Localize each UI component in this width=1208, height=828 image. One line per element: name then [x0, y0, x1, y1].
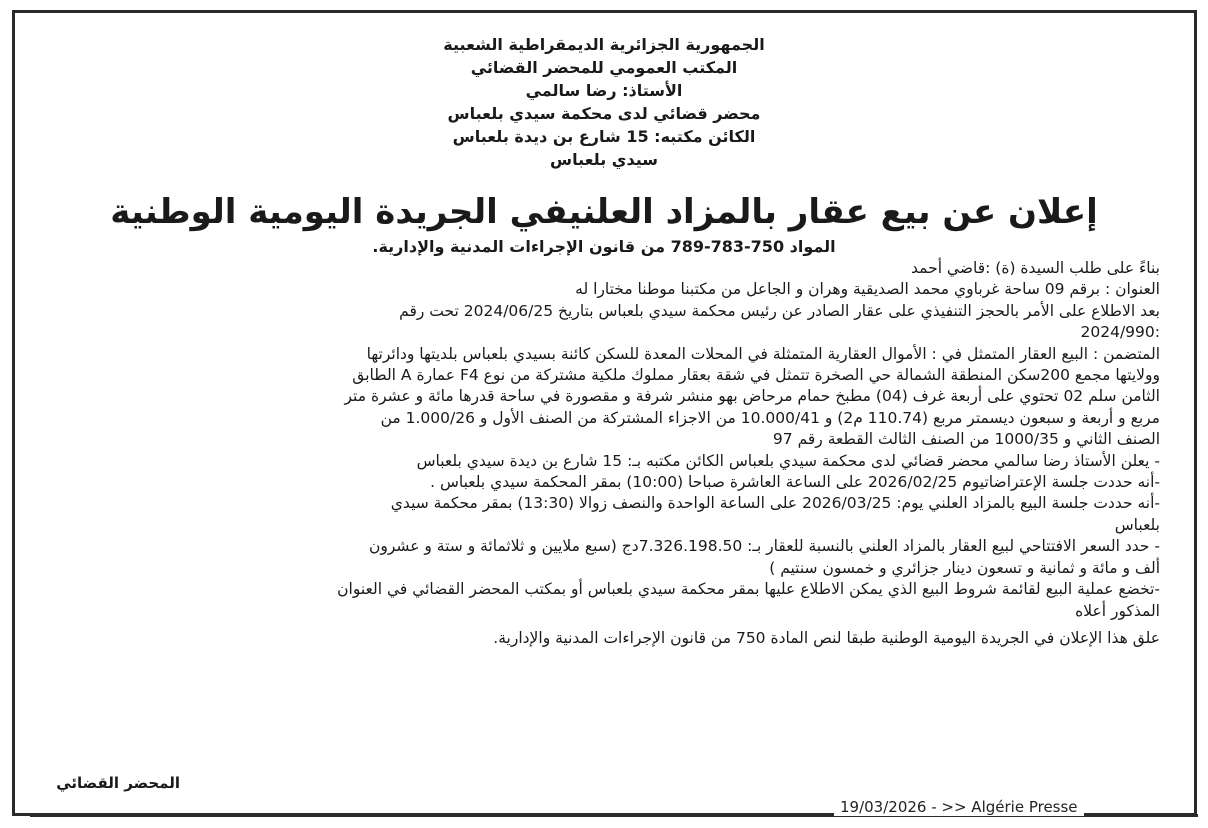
body-line: وولايتها مجمع 200سكن المنطقة الشمالة حي الصخرة تتمثل في شقة بعقار مملوك ملكية مشتركة من نوع F4 عمارة A الطابق — [352, 366, 1160, 385]
notice-title: إعلان عن بيع عقار بالمزاد العلنيفي الجريدة اليومية الوطنية — [110, 192, 1098, 232]
footer-source: 19/03/2026 - >> Algérie Presse — [834, 798, 1084, 816]
body-line: - حدد السعر الافتتاحي لبيع العقار بالمزاد العلني بالنسبة للعقار بـ: 7.326.198.50دج (سبع ملايين و ثلاثمائة و ستة و عشرون — [368, 537, 1160, 556]
notice-subtitle: المواد 750-783-789 من قانون الإجراءات المدنية والإدارية. — [372, 237, 836, 256]
header-address: الكائن مكتبه: 15 شارع بن ديدة بلعباس — [452, 127, 756, 146]
body-line: المتضمن : البيع العقار المتمثل في : الأموال العقارية المتمثلة في المحلات المعدة للسكن كائنة بسيدي بلعباس بلديتها ودائرتها — [366, 344, 1160, 363]
body-line: :2024/990 — [1080, 323, 1160, 342]
body-line: -أنه حددت جلسة البيع بالمزاد العلني يوم: 2026/03/25 على الساعة الواحدة والنصف زوالا (13:30) بمقر محكمة سيدي — [390, 494, 1160, 513]
signature-label: المحضر القضائي — [56, 774, 180, 792]
body-line: مربع و أربعة و سبعون ديسمتر مربع (110.74 م2) و 10.000/41 من الاجزاء المشتركة من الصنف الأول و 1.000/26 من — [380, 408, 1160, 427]
header-professor: الأستاذ: رضا سالمي — [525, 81, 683, 100]
body-line: - يعلن الأستاذ رضا سالمي محضر قضائي لدى محكمة سيدي بلعباس الكائن مكتبه بـ: 15 شارع بن ديدة سيدي بلعباس — [416, 451, 1160, 470]
body-line: الصنف الثاني و 1000/35 من الصنف الثالث القطعة رقم 97 — [772, 430, 1160, 449]
header-republic: الجمهورية الجزائرية الديمقراطية الشعبية — [443, 35, 765, 54]
body-line: المذكور أعلاه — [1075, 601, 1160, 620]
body-line: الثامن سلم 02 تحتوي على أربعة غرف (04) مطبخ حمام مرحاض بهو منشر شرفة و مقصورة في ساحة قدرها مائة و عشرة متر — [344, 387, 1160, 406]
body-line: بلعباس — [1114, 515, 1160, 534]
body-line: -أنه حددت جلسة الإعتراضاتيوم 2026/02/25 على الساعة العاشرة صباحا (10:00) بمقر المحكمة سيدي بلعباس . — [430, 473, 1160, 492]
notice-body — [35, 258, 1160, 649]
header-court: محضر قضائي لدى محكمة سيدي بلعباس — [447, 104, 761, 123]
header-office: المكتب العمومي للمحضر القضائي — [470, 58, 738, 77]
body-line: بناءً على طلب السيدة (ة) :قاضي أحمد — [911, 259, 1160, 277]
body-line: العنوان : برقم 09 ساحة غرباوي محمد الصديقية وهران و الجاعل من مكتبنا موطنا مختارا له — [575, 280, 1160, 299]
body-line: علق هذا الإعلان في الجريدة اليومية الوطنية طبقا لنص المادة 750 من قانون الإجراءات المدنية والإدارية. — [493, 628, 1160, 647]
header-city: سيدي بلعباس — [550, 150, 658, 169]
body-line: بعد الاطلاع على الأمر بالحجز التنفيذي على عقار الصادر عن رئيس محكمة سيدي بلعباس بتاريخ 2024/06/25 تحت رقم — [399, 301, 1160, 320]
body-line: ألف و مائة و ثمانية و تسعون دينار جزائري و خمسون سنتيم ) — [769, 558, 1160, 577]
body-line: -تخضع عملية البيع لقائمة شروط البيع الذي يمكن الاطلاع عليها بمقر محكمة سيدي بلعباس أو بمكتب المحضر القضائي في العنوان — [337, 580, 1160, 599]
